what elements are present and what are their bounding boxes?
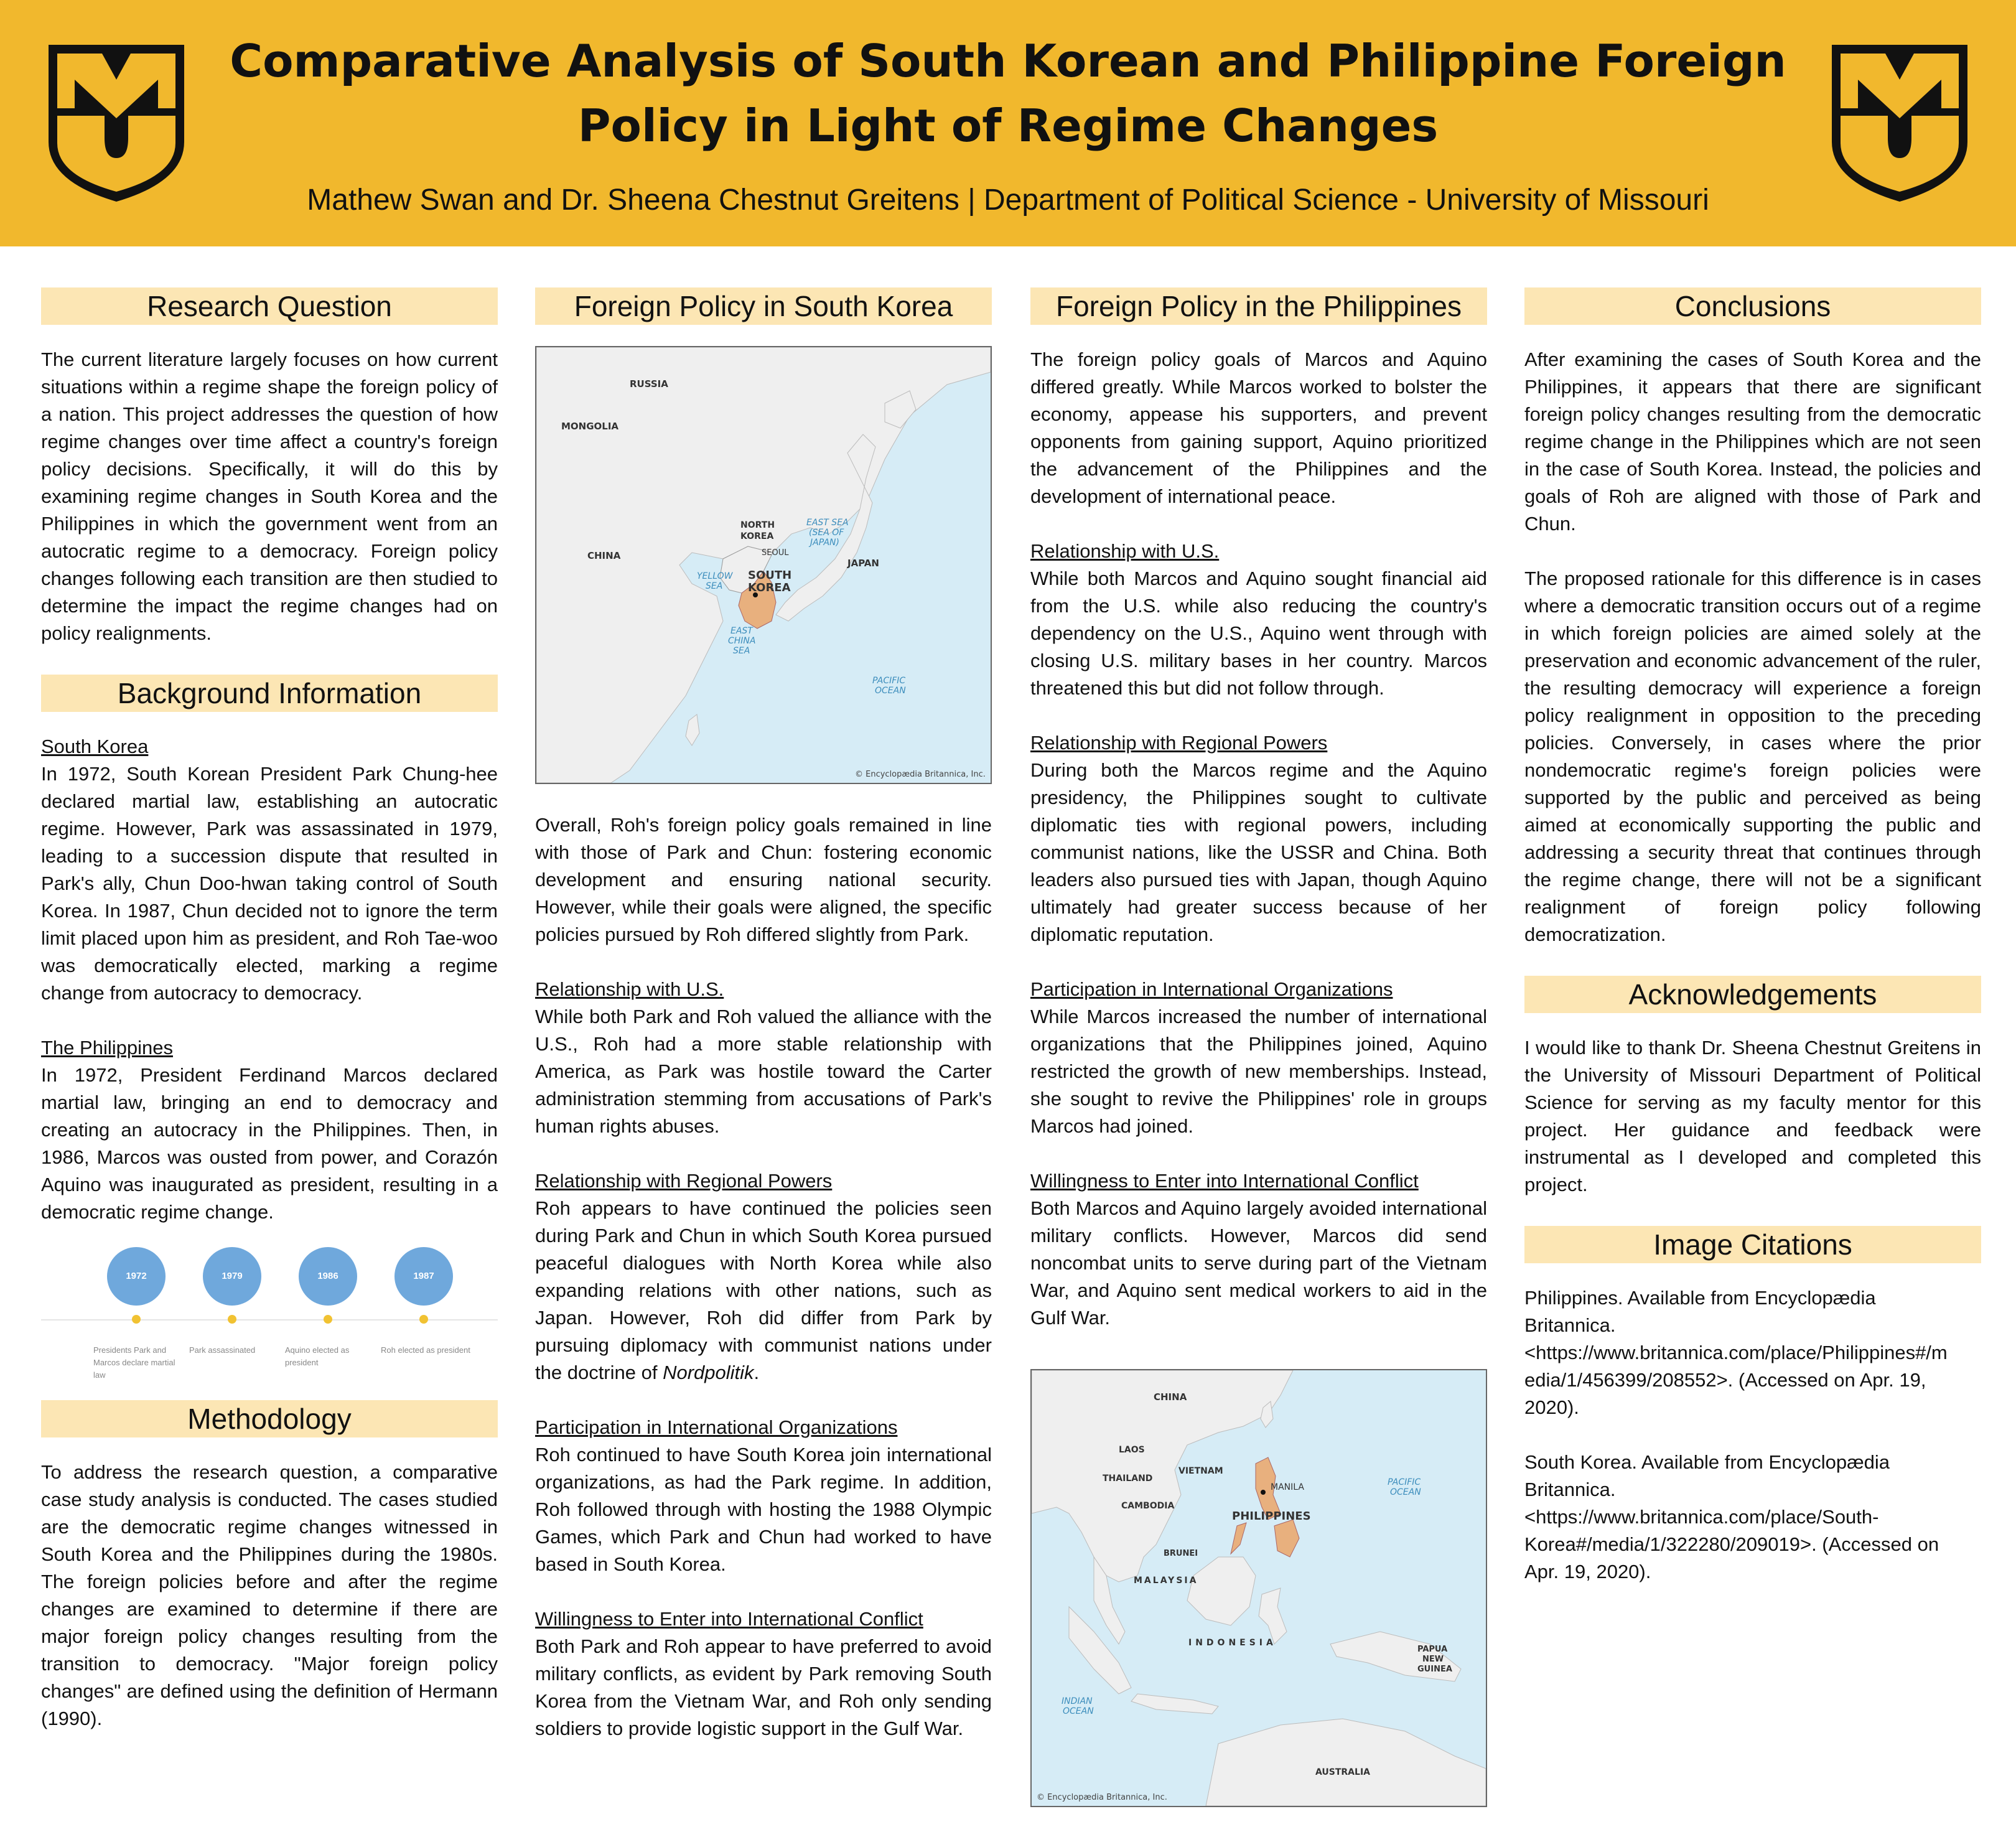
background-sk-body: In 1972, South Korean President Park Chung-hee declared martial law, establishing an autocratic regime. However, Park was assassinated in 1979, leading to a succession dispute that resulted in Park's ally, Chun Doo-hwan taking control of South Korea. In 1987, Chun decided not to ignore the term limit placed upon him as president, and Roh Tae-woo was democratically elected, marking a regime change from autocracy to democracy. xyxy=(41,763,498,1004)
poster-title: Comparative Analysis of South Korean and Philippine Foreign Policy in Light of Regime Changes xyxy=(230,35,1786,152)
sk-regional-italic: Nordpolitik xyxy=(663,1362,754,1383)
map-label-cambodia: CAMBODIA xyxy=(1121,1501,1175,1511)
ph-regional-body: During both the Marcos regime and the Aquino presidency, the Philippines sought to cultivate diplomatic ties with regional powers, including communist nations, like the USSR and China. Both leaders also pursued ties with Japan, though Aquino ultimately had greater success because of her diplomatic reputation. xyxy=(1030,759,1487,945)
sk-conflict-title: Willingness to Enter into International Conflict xyxy=(535,1608,923,1630)
map-label-ecs-3: SEA xyxy=(733,646,750,656)
research-question-body: The current literature largely focuses on how current situations within a regime shape the foreign policy of a nation. This project addresses the question of how regime changes over time affect a country's foreign policy decisions. Specifically, it will do this by examining regime changes in South Korea and the Philippines in which the government went from an autocratic regime to a democracy. Foreign policy changes following each transition are then studied to determine the impact the regime changes had on policy realignments. xyxy=(41,348,498,644)
methodology-heading: Methodology xyxy=(41,1400,498,1437)
map-label-japan: JAPAN xyxy=(847,558,879,569)
background-heading: Background Information xyxy=(41,675,498,712)
map-label-indonesia: INDONESIA xyxy=(1188,1638,1277,1648)
sk-intl-title: Participation in International Organizations xyxy=(535,1416,898,1438)
map-label-russia: RUSSIA xyxy=(630,378,668,390)
timeline-label: Park assassinated xyxy=(189,1345,256,1355)
map-credit: © Encyclopædia Britannica, Inc. xyxy=(1037,1793,1167,1802)
map-label-north-korea-2: KOREA xyxy=(740,531,774,541)
timeline-dot xyxy=(132,1315,141,1324)
map-label-png-3: GUINEA xyxy=(1417,1665,1452,1674)
philippines-map xyxy=(1030,1369,1487,1807)
poster-authors: Mathew Swan and Dr. Sheena Chestnut Greitens | Department of Political Science - University of Missouri xyxy=(307,184,1709,217)
research-question-heading: Research Question xyxy=(41,287,498,325)
map-label-yellow-sea-1: YELLOW xyxy=(697,571,733,581)
map-label-east-sea-1: EAST SEA xyxy=(806,518,849,528)
sk-regional-title: Relationship with Regional Powers xyxy=(535,1170,833,1192)
citation-1 xyxy=(1524,1284,1981,1421)
map-label-south-korea-2: KOREA xyxy=(748,581,791,594)
map-label-philippines: PHILIPPINES xyxy=(1232,1510,1311,1523)
citations-heading: Image Citations xyxy=(1524,1226,1981,1263)
map-label-pacific-1: PACIFIC xyxy=(872,676,906,686)
citation-1-line: Britannica. xyxy=(1524,1314,1616,1336)
map-label-pacific-2: OCEAN xyxy=(875,686,906,696)
map-label-ecs-1: EAST xyxy=(730,626,753,636)
sk-us-body: While both Park and Roh valued the alliance with the U.S., Roh had a more stable relationship with America, as Park was hostile toward the Carter administration stemming from accusations of Park's human rights abuses. xyxy=(535,1006,992,1137)
conclusions-heading: Conclusions xyxy=(1524,287,1981,325)
sk-regional-body xyxy=(535,1195,992,1386)
ph-regional-title: Relationship with Regional Powers xyxy=(1030,732,1328,754)
citation-2-line: Britannica. xyxy=(1524,1479,1616,1500)
citation-2-line: South Korea. Available from Encyclopædia xyxy=(1524,1451,1890,1473)
background-ph-title: The Philippines xyxy=(41,1037,173,1059)
map-label-ecs-2: CHINA xyxy=(728,636,756,646)
map-label-thailand: THAILAND xyxy=(1103,1474,1153,1484)
methodology-body: To address the research question, a comparative case study analysis is conducted. The cases studied are the democratic regime changes witnessed in South Korea and the Philippines during the 1980s. The foreign policies before and after the regime changes are examined to determine if there are major foreign policy changes resulting from the transition to democracy. "Major foreign policy changes" are defined using the definition of Hermann (1990). xyxy=(41,1461,498,1729)
ph-intl-title: Participation in International Organizations xyxy=(1030,978,1393,1000)
map-credit: © Encyclopædia Britannica, Inc. xyxy=(855,770,986,779)
map-label-manila: MANILA xyxy=(1271,1482,1304,1492)
conclusions-body-2: The proposed rationale for this difference is in cases where a democratic transition occurs out of a regime in which foreign policies are aimed solely at the preservation and economic advancement of the ruler, the resulting democracy will experience a foreign policy realignment in opposition to the preceding policies. Conversely, in cases where the prior nondemocratic regime's foreign policies were supported by the public and perceived as being aimed at economically supporting the public and addressing a security threat that continues through the regime change, there will not be a significant realignment of foreign policy following democratization. xyxy=(1524,568,1981,945)
timeline-year: 1979 xyxy=(203,1247,261,1306)
citation-1-line: edia/1/456399/208552>. (Accessed on Apr. 19, xyxy=(1524,1369,1926,1391)
philippines-heading: Foreign Policy in the Philippines xyxy=(1030,287,1487,325)
timeline-label: Aquino elected as president xyxy=(285,1345,350,1367)
sk-conflict-body: Both Park and Roh appear to have preferred to avoid military conflicts, as evident by Park removing South Korea from the Vietnam War, and Roh only sending soldiers to provide logistic support in the Gulf War. xyxy=(535,1635,992,1739)
map-label-east-sea-3: JAPAN) xyxy=(810,538,839,548)
south-korea-heading: Foreign Policy in South Korea xyxy=(535,287,992,325)
citation-1-line: Philippines. Available from Encyclopædia xyxy=(1524,1287,1876,1309)
column-2 xyxy=(535,287,992,1742)
acknowledgements-heading: Acknowledgements xyxy=(1524,976,1981,1013)
timeline-year: 1987 xyxy=(394,1247,453,1306)
map-label-laos: LAOS xyxy=(1119,1445,1145,1455)
citation-2-line: <https://www.britannica.com/place/South- xyxy=(1524,1506,1879,1528)
sk-regional-text: Roh appears to have continued the policies seen during Park and Chun in which South Korea pursued peaceful dialogues with North Korea while also expanding relations with other nations, such as Japan. However, Roh did differ from Park by pursuing diplomacy with communist nations under the doctrine of xyxy=(535,1197,992,1383)
map-label-malaysia: MALAYSIA xyxy=(1134,1576,1198,1586)
ph-us-body: While both Marcos and Aquino sought financial aid from the U.S. while also reducing the country's dependency on the U.S., Aquino went through with closing U.S. military bases in her country. Marcos threatened this but did not follow through. xyxy=(1030,568,1487,699)
column-1 xyxy=(41,287,498,1732)
citation-2 xyxy=(1524,1449,1981,1586)
map-label-north-korea-1: NORTH xyxy=(740,520,775,530)
ph-intro: The foreign policy goals of Marcos and Aquino differed greatly. While Marcos worked to bolster the economy, appease his supporters, and prevent opponents from gaining support, Aquino prioritized the advancement of the Philippines and the development of international peace. xyxy=(1030,348,1487,507)
map-label-australia: AUSTRALIA xyxy=(1315,1767,1370,1777)
citation-2-line: Apr. 19, 2020). xyxy=(1524,1561,1651,1582)
timeline-year: 1972 xyxy=(107,1247,166,1306)
timeline-label: Presidents Park and Marcos declare martial law xyxy=(93,1345,175,1380)
map-label-south-korea-1: SOUTH xyxy=(748,569,792,582)
south-korea-map xyxy=(535,346,992,784)
acknowledgements-body: I would like to thank Dr. Sheena Chestnut Greitens in the University of Missouri Department of Political Science for serving as my faculty mentor for this project. Her guidance and feedback were instrumental as I developed and completed this project. xyxy=(1524,1037,1981,1195)
timeline xyxy=(41,1241,498,1396)
ph-intl-body: While Marcos increased the number of international organizations that the Philippines joined, Aquino restricted the growth of new memberships. Instead, she sought to revive the Philippines' role in groups Marcos had joined. xyxy=(1030,1006,1487,1137)
map-label-png-2: NEW xyxy=(1422,1655,1444,1664)
map-label-mongolia: MONGOLIA xyxy=(561,421,619,432)
column-4 xyxy=(1524,287,1981,1586)
timeline-year: 1986 xyxy=(299,1247,357,1306)
ph-conflict-title: Willingness to Enter into International Conflict xyxy=(1030,1170,1419,1192)
citation-1-line: <https://www.britannica.com/place/Philippines#/m xyxy=(1524,1342,1948,1363)
map-label-east-sea-2: (SEA OF xyxy=(809,528,844,538)
map-label-seoul: SEOUL xyxy=(762,548,789,558)
background-sk-title: South Korea xyxy=(41,736,149,757)
map-label-pacific-2: OCEAN xyxy=(1390,1487,1421,1497)
sk-intl-body: Roh continued to have South Korea join international organizations, as had the Park regime. In addition, Roh followed through with hosting the 1988 Olympic Games, which Park and Chun had worked to have based in South Korea. xyxy=(535,1444,992,1575)
mu-logo-left xyxy=(45,41,188,204)
map-label-vietnam: VIETNAM xyxy=(1178,1466,1223,1476)
map-label-png-1: PAPUA xyxy=(1417,1645,1448,1654)
map-label-indian-1: INDIAN xyxy=(1062,1696,1093,1706)
timeline-dot xyxy=(419,1315,428,1324)
citation-2-line: Korea#/media/1/322280/209019>. (Accessed on xyxy=(1524,1533,1939,1555)
timeline-label: Roh elected as president xyxy=(381,1345,470,1355)
map-label-yellow-sea-2: SEA xyxy=(706,581,723,591)
mu-logo-right xyxy=(1828,41,1971,204)
sk-regional-end: . xyxy=(754,1362,760,1383)
ph-conflict-body: Both Marcos and Aquino largely avoided international military conflicts. However, Marcos did send noncombat units to serve during part of the Vietnam War, and Aquino sent medical workers to aid in the Gulf War. xyxy=(1030,1197,1487,1329)
map-label-china: CHINA xyxy=(1154,1391,1187,1403)
sk-intro: Overall, Roh's foreign policy goals remained in line with those of Park and Chun: fostering economic development and ensuring national security. However, while their goals were aligned, the specific policies pursued by Roh differed slightly from Park. xyxy=(535,814,992,945)
ph-us-title: Relationship with U.S. xyxy=(1030,540,1220,562)
map-label-brunei: BRUNEI xyxy=(1164,1549,1198,1558)
timeline-dot xyxy=(324,1315,332,1324)
timeline-line xyxy=(41,1319,498,1320)
conclusions-body-1: After examining the cases of South Korea and the Philippines, it appears that there are significant foreign policy changes resulting from the democratic regime change in the Philippines which are not seen in the case of South Korea. Instead, the policies and goals of Roh are aligned with those of Park and Chun. xyxy=(1524,348,1981,535)
map-label-indian-2: OCEAN xyxy=(1063,1706,1094,1716)
header-banner xyxy=(0,0,2016,246)
timeline-dot xyxy=(228,1315,236,1324)
sk-us-title: Relationship with U.S. xyxy=(535,978,724,1000)
column-3 xyxy=(1030,287,1487,1807)
map-label-pacific-1: PACIFIC xyxy=(1388,1477,1421,1487)
citation-1-line: 2020). xyxy=(1524,1396,1579,1418)
map-label-china: CHINA xyxy=(587,550,621,561)
background-ph-body: In 1972, President Ferdinand Marcos declared martial law, bringing an end to democracy and creating an autocracy in the Philippines. Then, in 1986, Marcos was ousted from power, and Corazón Aquino was inaugurated as president, resulting in a democratic regime change. xyxy=(41,1064,498,1223)
